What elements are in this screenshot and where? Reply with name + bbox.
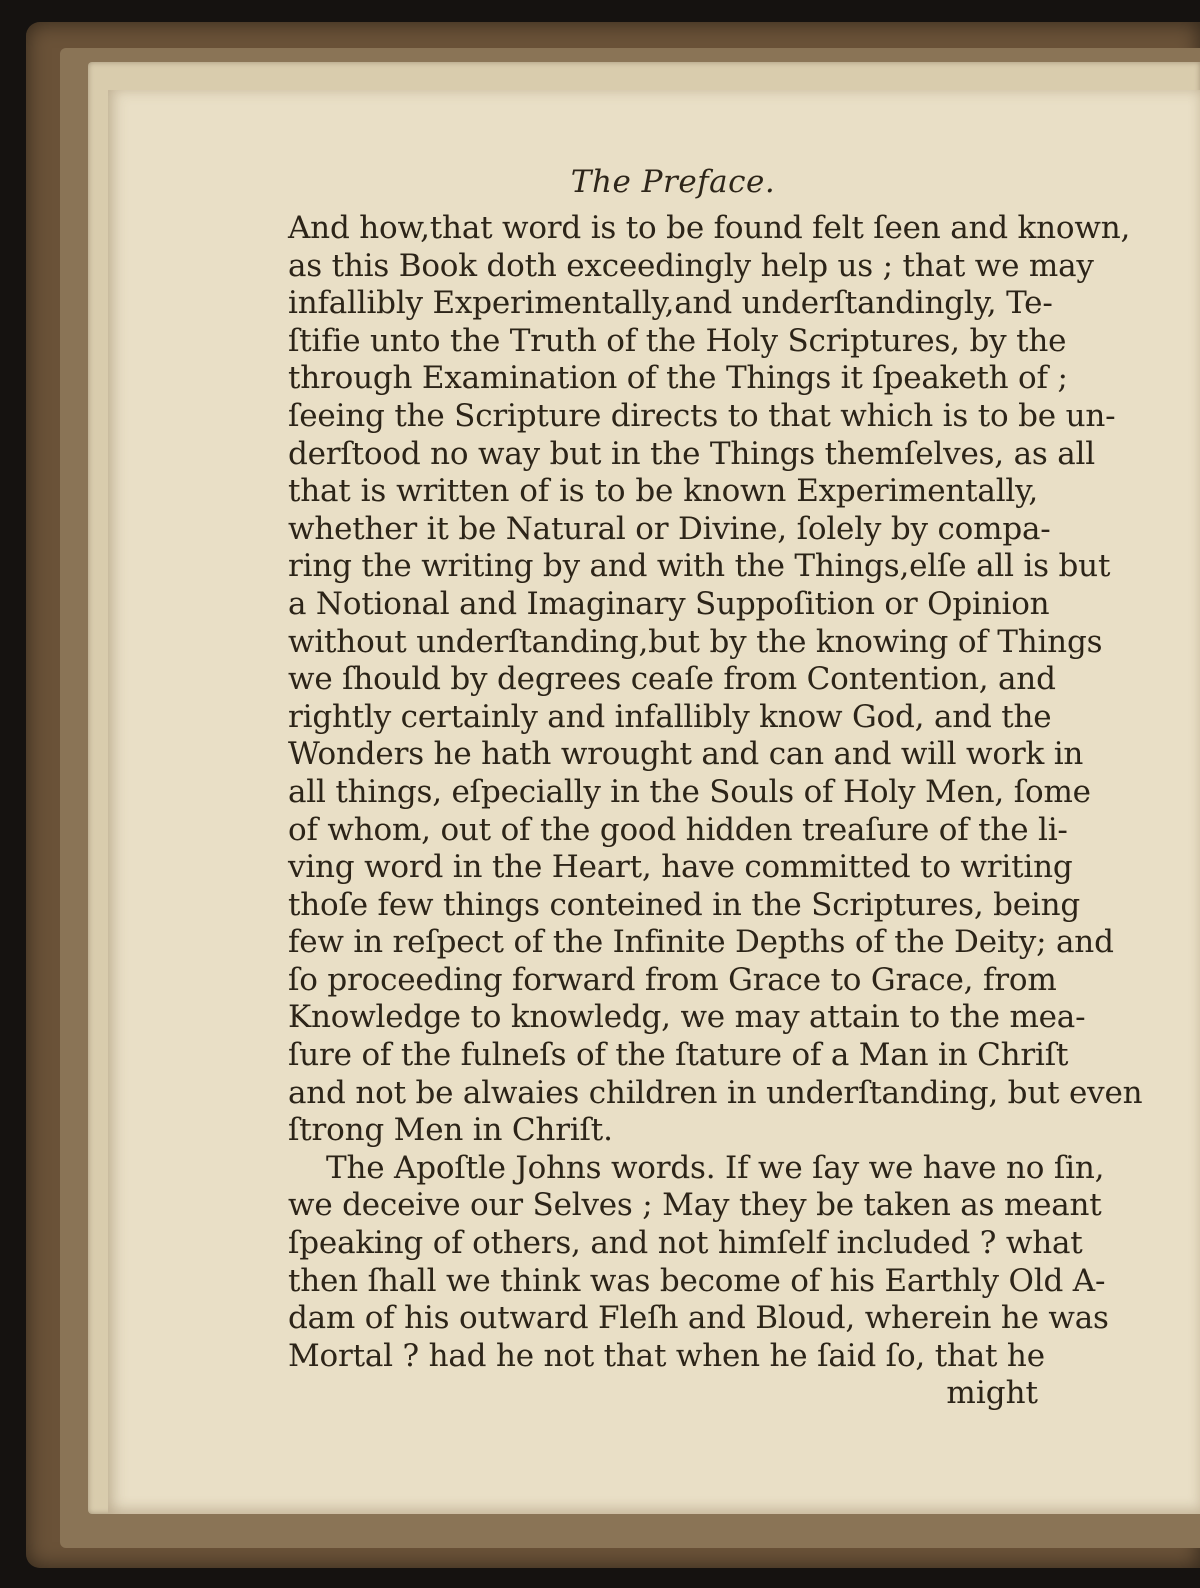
text-line: Wonders he hath wrought and can and will work in bbox=[288, 736, 1084, 773]
text-line: then ſhall we think was become of his Earthly Old A- bbox=[288, 1262, 1106, 1299]
text-line: as this Book doth exceedingly help us ; that we may bbox=[288, 247, 1094, 284]
book-page bbox=[108, 90, 1200, 1514]
text-line: we ſhould by degrees ceaſe from Contention, and bbox=[288, 661, 1056, 698]
paragraph-1 bbox=[288, 210, 1143, 1150]
text-line: ſtifie unto the Truth of the Holy Scriptures, by the bbox=[288, 322, 1067, 359]
text-line: ving word in the Heart, have committed to writing bbox=[288, 849, 1073, 886]
paragraph-2 bbox=[288, 1149, 1109, 1376]
text-line: of whom, out of the good hidden treaſure of the li- bbox=[288, 811, 1068, 848]
text-line: The Apoſtle Johns words. If we ſay we have no ſin, bbox=[326, 1149, 1105, 1186]
text-line: that is written of is to be known Experimentally, bbox=[288, 473, 1038, 510]
text-line: we deceive our Selves ; May they be taken as meant bbox=[288, 1187, 1102, 1224]
text-line: without underſtanding,but by the knowing of Things bbox=[288, 623, 1103, 660]
running-head: The Preface. bbox=[570, 164, 776, 200]
text-line: Mortal ? had he not that when he ſaid ſo, that he bbox=[288, 1337, 1045, 1374]
text-line: a Notional and Imaginary Suppoſition or Opinion bbox=[288, 585, 1050, 622]
text-line: rightly certainly and infallibly know God, and the bbox=[288, 698, 1052, 735]
text-line: through Examination of the Things it ſpeaketh of ; bbox=[288, 360, 1068, 397]
text-line: ring the writing by and with the Things,elſe all is but bbox=[288, 548, 1111, 585]
text-line: all things, eſpecially in the Souls of Holy Men, ſome bbox=[288, 773, 1091, 810]
text-line: ſeeing the Scripture directs to that which is to be un- bbox=[288, 397, 1116, 434]
text-line: And how,that word is to be found felt ſeen and known, bbox=[288, 210, 1131, 246]
text-line: derſtood no way but in the Things themſelves, as all bbox=[288, 435, 1095, 472]
text-line: Knowledge to knowledg, we may attain to the mea- bbox=[288, 999, 1086, 1036]
text-line: ſtrong Men in Chriſt. bbox=[288, 1112, 613, 1149]
text-line: ſpeaking of others, and not himſelf included ? what bbox=[288, 1225, 1083, 1262]
text-line: thoſe few things conteined in the Scriptures, being bbox=[288, 886, 1081, 923]
text-line: dam of his outward Fleſh and Bloud, wherein he was bbox=[288, 1300, 1109, 1337]
text-line: few in reſpect of the Infinite Depths of the Deity; and bbox=[288, 924, 1114, 961]
text-line: and not be alwaies children in underſtanding, but even bbox=[288, 1074, 1143, 1111]
text-line: whether it be Natural or Divine, ſolely by compa- bbox=[288, 510, 1051, 547]
page-text-block bbox=[288, 164, 1143, 1413]
text-line: ſure of the fulneſs of the ſtature of a Man in Chriſt bbox=[288, 1037, 1069, 1074]
text-line: infallibly Experimentally,and underſtandingly, Te- bbox=[288, 285, 1053, 322]
catchword: might bbox=[946, 1375, 1038, 1412]
text-line: ſo proceeding forward from Grace to Grace, from bbox=[288, 961, 1057, 998]
